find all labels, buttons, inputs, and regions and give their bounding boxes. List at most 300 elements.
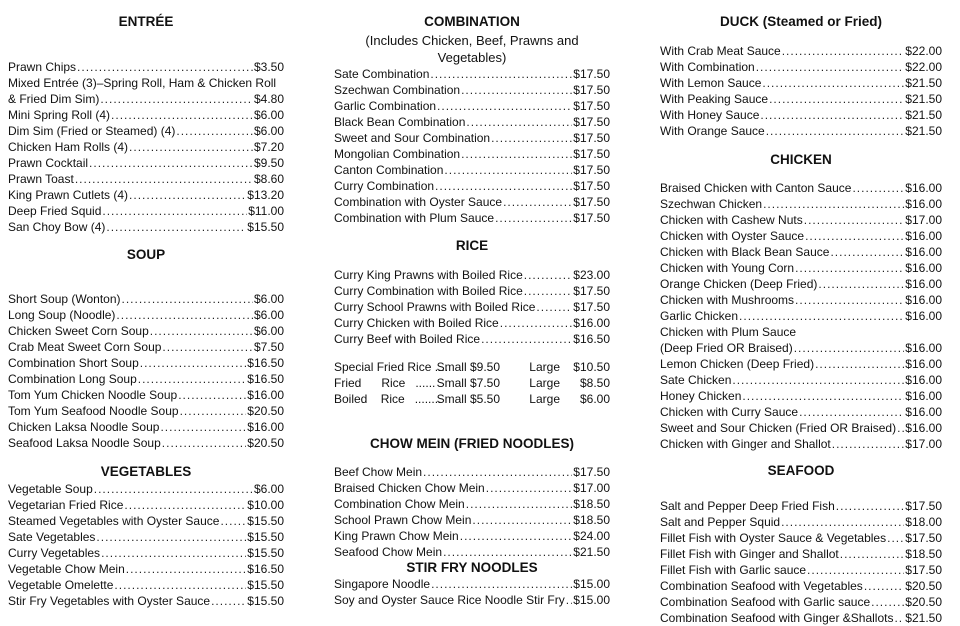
dot-leader [832,436,905,452]
menu-item-name: Vegetable Omelette [8,578,114,592]
menu-item-name: Fillet Fish with Ginger and Shallot [660,547,839,561]
menu-item [334,544,610,560]
menu-item [660,324,942,340]
menu-item [334,576,610,592]
menu-item [8,307,284,323]
menu-item-price: $17.50 [573,67,610,81]
menu-item [660,420,942,436]
menu-item-price: $15.50 [247,530,284,544]
menu-item-name: Combination Short Soup [8,356,139,370]
menu-item-name: Vegetable Chow Mein [8,562,125,576]
dot-leader [178,387,246,403]
menu-item-price: $6.00 [253,308,284,322]
menu-item-sized [334,359,610,375]
dot-leader [524,283,573,299]
menu-item-name: Combination Seafood with Ginger &Shallots [660,611,894,625]
dot-leader [500,315,573,331]
menu-item [8,561,284,577]
dot-leader [162,339,253,355]
menu-item-price: $20.50 [247,404,284,418]
dot-leader [742,388,904,404]
dot-leader [756,59,905,75]
menu-item-name: Mongolian Combination [334,147,461,161]
menu-item-price: $16.00 [905,197,942,211]
menu-item-name: Curry Combination [334,179,435,193]
menu-item-price: $6.00 [253,292,284,306]
menu-item-name: Fillet Fish with Garlic sauce [660,563,807,577]
menu-item-name: (Deep Fried OR Braised) [660,341,793,355]
menu-item-name: Chicken Ham Rolls (4) [8,140,129,154]
menu-item-name: Sate Chicken [660,373,732,387]
menu-item-price: $7.50 [253,340,284,354]
menu-item [8,403,284,419]
menu-item-price: $17.50 [573,465,610,479]
menu-item-price: $13.20 [247,188,284,202]
menu-item [660,123,942,139]
menu-item-price: $16.00 [905,277,942,291]
dot-leader [781,514,904,530]
menu-item-name: Chicken with Young Corn [660,261,795,275]
menu-item-price: $18.50 [573,497,610,511]
menu-item [8,529,284,545]
dot-leader [782,43,905,59]
menu-item-price: $17.50 [573,115,610,129]
dot-leader [795,292,904,308]
dot-leader [102,203,247,219]
menu-item-price: $22.00 [905,44,942,58]
menu-item-price: $16.50 [573,332,610,346]
menu-item-price: $16.00 [905,261,942,275]
section-title-entree: ENTRÉE [118,14,174,29]
menu-item-price: $17.00 [905,437,942,451]
menu-item-name: Steamed Vegetables with Oyster Sauce [8,514,220,528]
menu-item-name: Szechwan Combination [334,83,461,97]
dot-leader [96,529,246,545]
section-seafood [660,498,942,626]
menu-item-price: $17.00 [905,213,942,227]
menu-item-price: $4.80 [253,92,284,106]
dot-leader [443,544,572,560]
menu-item [334,98,610,114]
menu-item-name: Curry Vegetables [8,546,101,560]
dot-leader [763,196,904,212]
dot-leader [444,162,572,178]
menu-item [660,75,942,91]
menu-item-price: $17.50 [905,531,942,545]
menu-item-price: $16.00 [905,245,942,259]
menu-item-price: $23.00 [573,268,610,282]
menu-item-name: Szechwan Chicken [660,197,763,211]
dot-leader [871,594,904,610]
menu-item [334,299,610,315]
menu-item-price: $21.50 [905,124,942,138]
menu-item [334,82,610,98]
dot-leader [836,498,905,514]
dot-leader [466,114,572,130]
menu-item-name: Short Soup (Wonton) [8,292,121,306]
dot-leader [818,276,904,292]
menu-item-name: King Prawn Cutlets (4) [8,188,129,202]
menu-item-name: Sweet and Sour Chicken (Fried OR Braised) [660,421,897,435]
menu-item [334,528,610,544]
dot-leader [100,91,253,107]
dot-leader [437,98,572,114]
menu-item-price: $16.00 [905,421,942,435]
menu-item-name: Braised Chicken Chow Mein [334,481,485,495]
dot-leader [852,180,904,196]
dot-leader [129,187,246,203]
menu-item [334,178,610,194]
menu-item [660,436,942,452]
menu-item-price: $17.00 [573,481,610,495]
menu-item-name: Mixed Entrée (3)–Spring Roll, Ham & Chicken Roll [8,76,277,90]
menu-item-name: Beef Chow Mein [334,465,423,479]
menu-item-name: Black Bean Combination [334,115,466,129]
menu-item-price: $16.00 [905,373,942,387]
menu-item-name: Soy and Oyster Sauce Rice Noodle Stir Fry [334,593,565,607]
menu-item [660,388,942,404]
dot-leader [472,512,572,528]
sized-large-label: Large [529,360,560,374]
section-title-seafood: SEAFOOD [767,463,835,478]
menu-item [334,464,610,480]
dot-leader [106,219,246,235]
menu-item [334,331,610,347]
section-stir-fry [334,576,610,608]
menu-item-price: $15.50 [247,220,284,234]
menu-item [8,513,284,529]
menu-item-name: Tom Yum Seafood Noodle Soup [8,404,179,418]
dot-leader [815,356,904,372]
sized-small: Small $5.50 [436,392,500,406]
sized-large: $8.50 [579,376,610,390]
menu-item-name: Salt and Pepper Deep Fried Fish [660,499,835,513]
menu-item-name: Chicken Sweet Corn Soup [8,324,149,338]
menu-item [8,593,284,609]
menu-item-name: Combination with Oyster Sauce [334,195,503,209]
dot-leader [423,464,572,480]
dot-leader [481,331,572,347]
menu-item-name: San Choy Bow (4) [8,220,106,234]
dot-leader [162,435,247,451]
menu-item-name: Canton Combination [334,163,444,177]
menu-item [660,308,942,324]
menu-item [8,435,284,451]
section-combination [334,66,610,226]
menu-item-name: Honey Chicken [660,389,742,403]
dot-leader [840,546,905,562]
menu-item [8,497,284,513]
menu-item [660,498,942,514]
menu-item-price: $17.50 [573,300,610,314]
menu-item-price: $16.00 [573,316,610,330]
menu-item-price: $6.00 [253,124,284,138]
menu-item-name: Prawn Chips [8,60,77,74]
section-duck [660,43,942,139]
dot-leader [89,155,253,171]
section-title-stir-fry: STIR FRY NOODLES [406,560,538,575]
menu-item [334,162,610,178]
menu-item-price: $3.50 [253,60,284,74]
menu-item-price: $17.50 [573,211,610,225]
menu-item [660,107,942,123]
menu-item-name: Stir Fry Vegetables with Oyster Sauce [8,594,211,608]
menu-item [660,292,942,308]
menu-item-price: $21.50 [905,611,942,625]
menu-item [8,75,284,91]
dot-leader [769,91,904,107]
dot-leader [460,528,573,544]
menu-item [660,372,942,388]
menu-item-price: $16.00 [905,181,942,195]
menu-item-price: $16.00 [247,388,284,402]
dot-leader [180,403,247,419]
menu-item-name: Chicken with Curry Sauce [660,405,799,419]
menu-item-price: $16.00 [247,420,284,434]
menu-item [660,562,942,578]
menu-item [660,180,942,196]
menu-item [660,340,942,356]
section-chicken [660,180,942,452]
menu-item-price: $15.00 [573,577,610,591]
menu-item-name: Singapore Noodle [334,577,431,591]
menu-item-name: Sate Vegetables [8,530,96,544]
section-title-chow-mein: CHOW MEIN (FRIED NOODLES) [370,436,574,451]
menu-item-name: Long Soup (Noodle) [8,308,116,322]
menu-item-name: Salt and Pepper Squid [660,515,781,529]
menu-item-name: Fillet Fish with Oyster Sauce & Vegetables [660,531,887,545]
menu-item-price: $17.50 [905,499,942,513]
menu-item-name: King Prawn Chow Mein [334,529,459,543]
menu-item [334,512,610,528]
menu-item-price: $9.50 [253,156,284,170]
menu-item [8,203,284,219]
dot-leader [807,562,904,578]
dot-leader [887,530,904,546]
menu-item [8,481,284,497]
dot-leader [211,593,246,609]
dot-leader [150,323,253,339]
menu-item [8,187,284,203]
menu-item [8,171,284,187]
menu-item-price: $7.20 [253,140,284,154]
menu-item-name: Lemon Chicken (Deep Fried) [660,357,815,371]
menu-item-price: $16.00 [905,341,942,355]
menu-item [660,578,942,594]
menu-item-price: $15.00 [573,593,610,607]
dot-leader [122,291,253,307]
menu-item-name: Combination Long Soup [8,372,137,386]
menu-item-name: Chicken with Black Bean Sauce [660,245,830,259]
dot-leader [466,496,573,512]
dot-leader [77,59,253,75]
menu-item-price: $15.50 [247,514,284,528]
menu-item [660,404,942,420]
menu-item [660,276,942,292]
dot-leader [495,210,572,226]
menu-item [334,66,610,82]
dot-leader [739,308,904,324]
section-rice-sized [334,359,610,407]
menu-item-name: Garlic Combination [334,99,437,113]
dot-leader [435,178,572,194]
dot-leader [116,307,253,323]
dot-leader [124,497,246,513]
menu-item-name: Seafood Chow Mein [334,545,443,559]
menu-item [334,592,610,608]
menu-item-name: With Combination [660,60,755,74]
section-title-chicken: CHICKEN [770,152,832,167]
menu-item [8,107,284,123]
menu-item-name: Chicken with Plum Sauce [660,325,797,339]
dot-leader [897,420,904,436]
dot-leader [461,146,572,162]
menu-item [660,260,942,276]
menu-item [8,155,284,171]
dot-leader [794,340,905,356]
dot-leader [140,355,247,371]
dot-leader [111,107,253,123]
menu-item [660,546,942,562]
menu-item-price: $16.00 [905,405,942,419]
menu-item-price: $17.50 [573,131,610,145]
section-title-soup: SOUP [126,247,166,262]
menu-item [8,577,284,593]
dot-leader [160,419,246,435]
section-title-combination: COMBINATION [424,14,520,29]
menu-item-name: Prawn Toast [8,172,74,186]
menu-item [660,594,942,610]
menu-item-price: $17.50 [573,195,610,209]
menu-item [660,514,942,530]
menu-item [8,123,284,139]
dot-leader [491,130,572,146]
menu-item [8,371,284,387]
menu-item [660,196,942,212]
menu-item-price: $16.00 [905,229,942,243]
dot-leader [760,107,904,123]
menu-item-name: Seafood Laksa Noodle Soup [8,436,161,450]
section-entree [8,59,284,235]
menu-item-name: With Honey Sauce [660,108,760,122]
menu-item [8,545,284,561]
menu-item-name: Garlic Chicken [660,309,739,323]
dot-leader [732,372,904,388]
menu-item [8,323,284,339]
menu-item [334,496,610,512]
menu-item-name: Combination with Plum Sauce [334,211,495,225]
dot-leader [126,561,247,577]
menu-item-sized [334,375,610,391]
menu-item-name: Prawn Cocktail [8,156,89,170]
menu-item [8,339,284,355]
menu-item-name: Chicken with Ginger and Shallot [660,437,831,451]
menu-item-price: $18.00 [905,515,942,529]
menu-item-price: $16.00 [905,309,942,323]
menu-item-name: Braised Chicken with Canton Sauce [660,181,852,195]
menu-item [334,480,610,496]
menu-item [334,114,610,130]
dot-leader [799,404,904,420]
section-title-duck: DUCK (Steamed or Fried) [719,14,883,29]
dot-leader [486,480,573,496]
sized-large-label: Large [529,392,560,406]
menu-item-name: Dim Sim (Fried or Steamed) (4) [8,124,176,138]
dot-leader [536,299,572,315]
dot-leader [101,545,246,561]
menu-item [8,139,284,155]
menu-item-price: $16.50 [247,562,284,576]
menu-item [8,419,284,435]
menu-item [8,387,284,403]
dot-leader [138,371,247,387]
menu-item-price: $8.60 [253,172,284,186]
menu-item-price: $6.00 [253,108,284,122]
dot-leader [766,123,905,139]
menu-item-name: With Lemon Sauce [660,76,762,90]
menu-item-price: $21.50 [573,545,610,559]
dot-leader [524,267,573,283]
menu-item-name: Deep Fried Squid [8,204,102,218]
menu-item [8,91,284,107]
dot-leader [129,139,253,155]
menu-item-price: $10.00 [247,498,284,512]
sized-large-label: Large [529,376,560,390]
menu-item [334,146,610,162]
menu-item-price: $24.00 [573,529,610,543]
menu-item-name: Sweet and Sour Combination [334,131,491,145]
dot-leader [75,171,253,187]
menu-item-name: Tom Yum Chicken Noodle Soup [8,388,178,402]
dot-leader [566,592,573,608]
menu-item-name: Chicken Laksa Noodle Soup [8,420,160,434]
menu-item [660,530,942,546]
menu-item-name: School Prawn Chow Mein [334,513,472,527]
menu-item [8,59,284,75]
menu-item-price: $16.50 [247,356,284,370]
menu-item-name: Vegetable Soup [8,482,93,496]
menu-item-price: $17.50 [573,99,610,113]
menu-item [660,59,942,75]
menu-item-price: $20.50 [247,436,284,450]
dot-leader [804,212,905,228]
menu-item-name: Curry Chicken with Boiled Rice [334,316,499,330]
menu-item [660,43,942,59]
dot-leader [94,481,253,497]
menu-item-name: Combination Seafood with Vegetables [660,579,863,593]
dot-leader [220,513,246,529]
menu-item [334,267,610,283]
menu-item-price: $16.50 [247,372,284,386]
dot-leader [805,228,904,244]
menu-item [660,244,942,260]
section-subtitle-combination: (Includes Chicken, Beef, Prawns and Vegetables) [365,33,579,65]
menu-item-price: $6.00 [253,324,284,338]
sized-large: $10.50 [573,360,610,374]
menu-item-name: Sate Combination [334,67,430,81]
section-title-rice: RICE [455,238,489,253]
menu-item [334,130,610,146]
menu-item-name: Orange Chicken (Deep Fried) [660,277,818,291]
menu-item-price: $20.50 [905,595,942,609]
menu-item [334,315,610,331]
sized-name: Special Fried Rice .... [334,360,449,374]
menu-item-price: $18.50 [573,513,610,527]
menu-item-price: $20.50 [905,579,942,593]
menu-item-price: $16.00 [905,293,942,307]
menu-item [334,194,610,210]
dot-leader [176,123,253,139]
